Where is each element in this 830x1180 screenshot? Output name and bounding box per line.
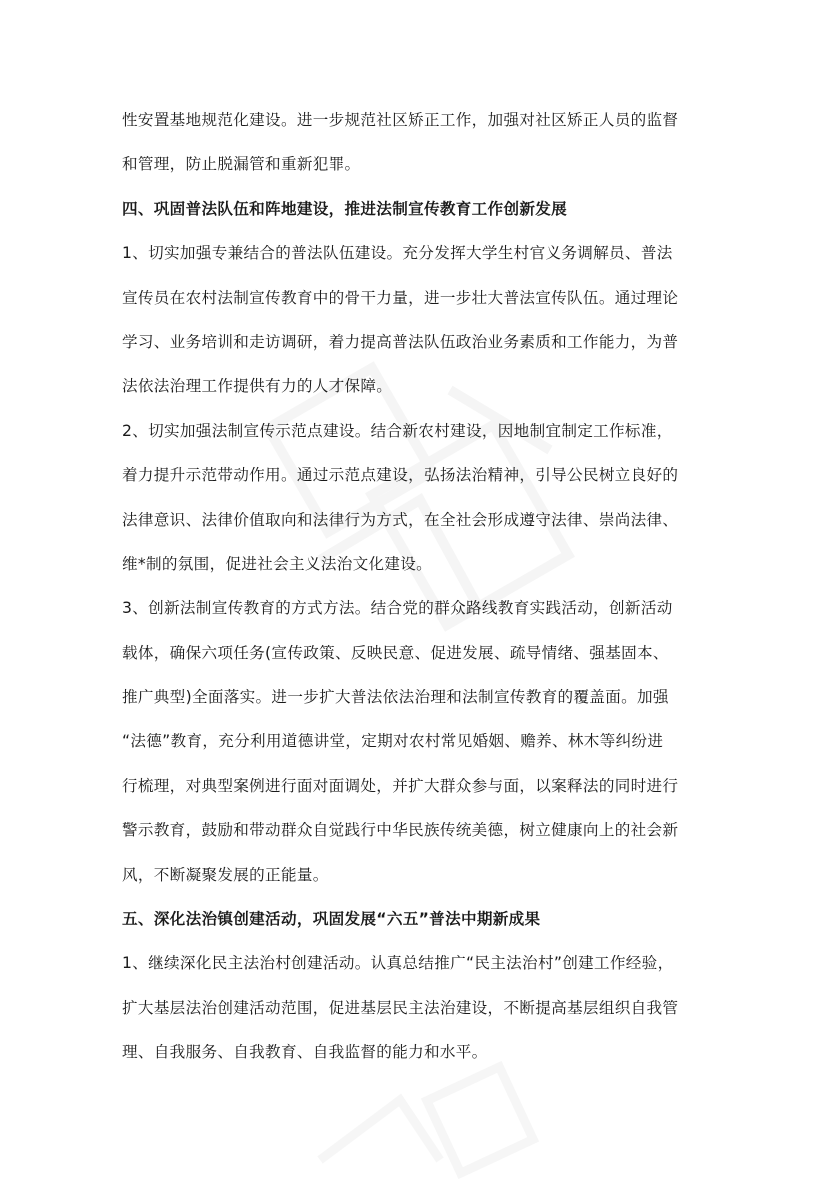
text-line: 2、切实加强法制宣传示范点建设。结合新农村建设，因地制宜制定工作标准， bbox=[122, 421, 673, 440]
text-line: 风，不断凝聚发展的正能量。 bbox=[122, 865, 329, 884]
section-heading-4: 四、巩固普法队伍和阵地建设，推进法制宣传教育工作创新发展 bbox=[122, 199, 568, 218]
text-line: 推广典型)全面落实。进一步扩大普法依法治理和法制宣传教育的覆盖面。加强 bbox=[122, 688, 669, 707]
text-line: 行梳理，对典型案例进行面对面调处，并扩大群众参与面，以案释法的同时进行 bbox=[122, 776, 679, 795]
text-line: 法律意识、法律价值取向和法律行为方式，在全社会形成遵守法律、崇尚法律、 bbox=[122, 510, 679, 529]
document-body bbox=[122, 98, 720, 1075]
text-line: 着力提升示范带动作用。通过示范点建设，弘扬法治精神，引导公民树立良好的 bbox=[122, 466, 679, 485]
watermark-bottom-icon bbox=[290, 1060, 550, 1180]
text-line: 1、继续深化民主法治村创建活动。认真总结推广“民主法治村”创建工作经验， bbox=[122, 954, 674, 973]
text-line: 1、切实加强专兼结合的普法队伍建设。充分发挥大学生村官义务调解员、普法 bbox=[122, 244, 673, 263]
text-line: 学习、业务培训和走访调研，着力提高普法队伍政治业务素质和工作能力，为普 bbox=[122, 332, 679, 351]
text-line: 法依法治理工作提供有力的人才保障。 bbox=[122, 377, 393, 396]
text-line: “法德”教育，充分利用道德讲堂，定期对农村常见婚姻、赡养、林木等纠纷进 bbox=[122, 732, 664, 751]
text-line: 宣传员在农村法制宣传教育中的骨干力量，进一步壮大普法宣传队伍。通过理论 bbox=[122, 288, 679, 307]
text-line: 理、自我服务、自我教育、自我监督的能力和水平。 bbox=[122, 1043, 488, 1062]
text-line: 载体，确保六项任务(宣传政策、反映民意、促进发展、疏导情绪、强基固本、 bbox=[122, 643, 669, 662]
text-line: 和管理，防止脱漏管和重新犯罪。 bbox=[122, 155, 361, 174]
text-line: 性安置基地规范化建设。进一步规范社区矫正工作，加强对社区矫正人员的监督 bbox=[122, 111, 679, 129]
text-line: 3、创新法制宣传教育的方式方法。结合党的群众路线教育实践活动，创新活动 bbox=[122, 599, 673, 618]
text-line: 警示教育，鼓励和带动群众自觉践行中华民族传统美德，树立健康向上的社会新 bbox=[122, 821, 679, 840]
text-line: 维*制的氛围，促进社会主义法治文化建设。 bbox=[122, 554, 433, 573]
section-heading-5: 五、深化法治镇创建活动，巩固发展“六五”普法中期新成果 bbox=[122, 910, 541, 929]
text-line: 扩大基层法治创建活动范围，促进基层民主法治建设，不断提高基层组织自我管 bbox=[122, 998, 679, 1017]
